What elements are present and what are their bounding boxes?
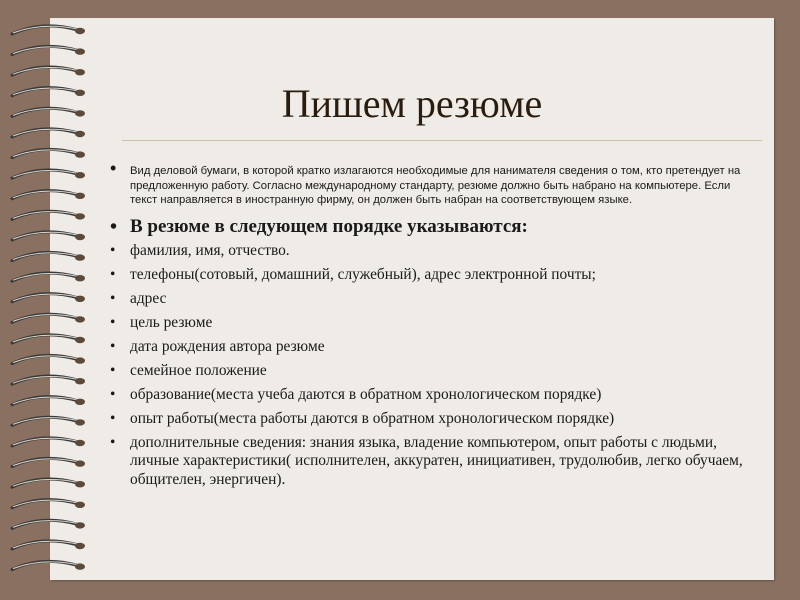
slide-body (108, 164, 748, 495)
list-item: • фамилия, имя, отчество. (108, 242, 748, 261)
notebook-page (50, 18, 774, 580)
list-item: • цель резюме (108, 314, 748, 333)
spiral-ring (12, 67, 85, 75)
spiral-ring (12, 294, 85, 302)
spiral-ring (12, 108, 85, 116)
spiral-ring (12, 88, 85, 96)
list-item: • телефоны(сотовый, домашний, служебный), адрес электронной почты; (108, 266, 748, 285)
spiral-ring (12, 314, 85, 322)
spiral-ring (12, 26, 85, 34)
spiral-ring (12, 520, 85, 528)
spiral-ring (12, 561, 85, 569)
intro-paragraph: • Вид деловой бумаги, в которой кратко излагаются необходимые для нанимателя сведения о том, кто претендует на предложенную работу. Согласно международному стандарту, резюме должно быть набрано на компьютере. Если текст направляется в иностранную фирму, он должен быть набран на соответствующем языке. (108, 164, 748, 208)
spiral-ring (12, 149, 85, 157)
spiral-ring (12, 211, 85, 219)
list-heading: • В резюме в следующем порядке указываются: (108, 216, 748, 238)
spiral-binding (8, 24, 88, 584)
spiral-ring (12, 273, 85, 281)
spiral-ring (12, 191, 85, 199)
title-divider (122, 140, 762, 141)
spiral-ring (12, 479, 85, 487)
list-item: • дата рождения автора резюме (108, 338, 748, 357)
slide-title: Пишем резюме (281, 81, 543, 126)
list-item: • дополнительные сведения: знания языка, владение компьютером, опыт работы с людьми, личные характеристики( исполнителен, аккуратен, инициативен, трудолюбив, легко обучаем, общителен, энергичен). (108, 434, 748, 490)
spiral-ring (12, 438, 85, 446)
spiral-ring (12, 170, 85, 178)
spiral-ring (12, 376, 85, 384)
spiral-ring (12, 541, 85, 549)
list-item: • опыт работы(места работы даются в обратном хронологическом порядке) (108, 410, 748, 429)
spiral-ring (12, 500, 85, 508)
spiral-ring (12, 335, 85, 343)
spiral-ring (12, 129, 85, 137)
spiral-ring (12, 252, 85, 260)
list-item: • семейное положение (108, 362, 748, 381)
spiral-ring (12, 355, 85, 363)
list-item: • образование(места учеба даются в обратном хронологическом порядке) (108, 386, 748, 405)
list-item: • адрес (108, 290, 748, 309)
spiral-ring (12, 397, 85, 405)
spiral-ring (12, 417, 85, 425)
spiral-ring (12, 46, 85, 54)
spiral-ring (12, 458, 85, 466)
spiral-ring (12, 232, 85, 240)
